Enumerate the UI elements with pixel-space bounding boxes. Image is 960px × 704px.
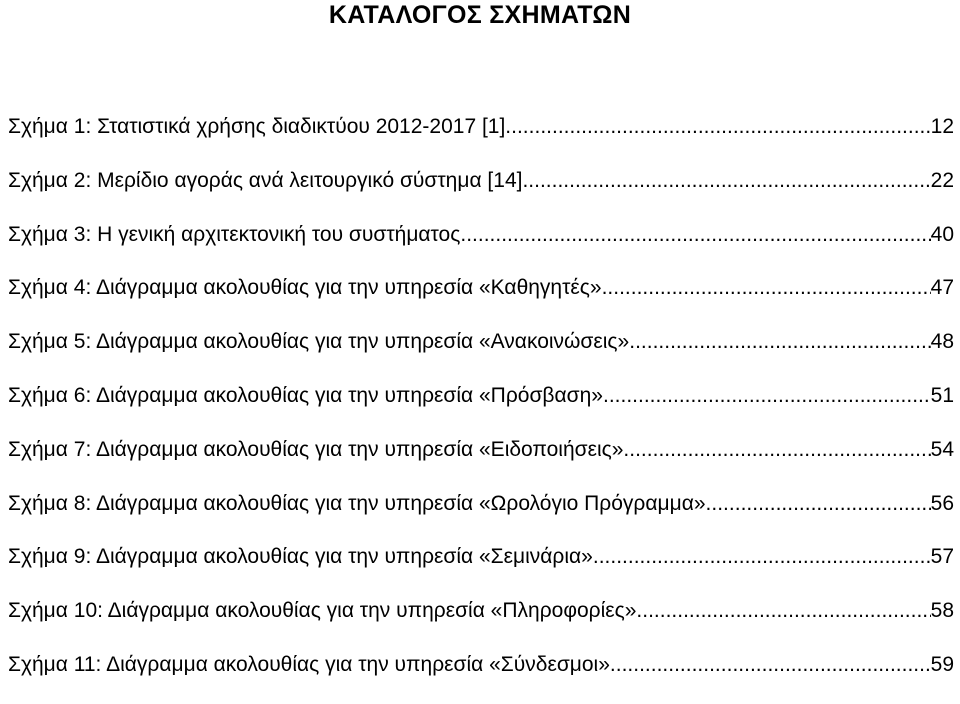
figure-caption: Σχήμα 11: Διάγραμμα ακολουθίας για την υπηρεσία «Σύνδεσμοι». bbox=[8, 652, 616, 676]
dot-leader bbox=[629, 435, 930, 465]
dot-leader bbox=[603, 381, 931, 411]
dot-leader bbox=[642, 596, 930, 626]
list-item[interactable] bbox=[8, 650, 954, 704]
list-item[interactable] bbox=[8, 596, 954, 650]
figure-list bbox=[8, 112, 954, 704]
page-number: 22 bbox=[930, 168, 954, 192]
figure-caption: Σχήμα 9: Διάγραμμα ακολουθίας για την υπηρεσία «Σεμινάρια» bbox=[8, 545, 593, 569]
page-number: 51 bbox=[930, 383, 954, 407]
page-number: 59 bbox=[930, 652, 954, 676]
dot-leader bbox=[616, 650, 931, 680]
page-number: 12 bbox=[930, 115, 954, 138]
dot-leader bbox=[607, 273, 930, 303]
list-item[interactable] bbox=[8, 273, 954, 327]
page-title: ΚΑΤΑΛΟΓΟΣ ΣΧΗΜΑΤΩΝ bbox=[328, 1, 632, 29]
figure-caption: Σχήμα 6: Διάγραμμα ακολουθίας για την υπηρεσία «Πρόσβαση» bbox=[8, 383, 603, 407]
page-number: 48 bbox=[930, 330, 954, 354]
figure-caption: Σχήμα 3: Η γενική αρχιτεκτονική του συστήματος. bbox=[8, 222, 467, 246]
list-item[interactable] bbox=[8, 542, 954, 596]
figure-caption: Σχήμα 5: Διάγραμμα ακολουθίας για την υπηρεσία «Ανακοινώσεις». bbox=[8, 330, 636, 354]
figure-caption: Σχήμα 8: Διάγραμμα ακολουθίας για την υπηρεσία «Ωρολόγιο Πρόγραμμα». bbox=[8, 491, 712, 515]
figure-caption: Σχήμα 4: Διάγραμμα ακολουθίας για την υπηρεσία «Καθηγητές». bbox=[8, 276, 608, 300]
dot-leader bbox=[711, 489, 930, 519]
figure-caption: Σχήμα 10: Διάγραμμα ακολουθίας για την υπηρεσία «Πληροφορίες». bbox=[8, 599, 643, 623]
page-number: 47 bbox=[930, 276, 954, 300]
figure-caption: Σχήμα 7: Διάγραμμα ακολουθίας για την υπηρεσία «Ειδοποιήσεις». bbox=[8, 437, 630, 461]
list-item[interactable] bbox=[8, 327, 954, 381]
page-number: 40 bbox=[930, 222, 954, 246]
figure-caption: Σχήμα 1: Στατιστικά χρήσης διαδικτύου 2012-2017 [1]. bbox=[8, 115, 512, 138]
list-item[interactable] bbox=[8, 220, 954, 274]
dot-leader bbox=[466, 220, 930, 250]
list-item[interactable] bbox=[8, 435, 954, 489]
list-item[interactable] bbox=[8, 112, 954, 166]
page-number: 57 bbox=[930, 545, 954, 569]
dot-leader bbox=[511, 112, 931, 142]
dot-leader bbox=[635, 327, 931, 357]
page-number: 58 bbox=[930, 599, 954, 623]
list-item[interactable] bbox=[8, 381, 954, 435]
list-item[interactable] bbox=[8, 166, 954, 220]
page-number: 56 bbox=[930, 491, 954, 515]
dot-leader bbox=[528, 166, 930, 196]
list-item[interactable] bbox=[8, 489, 954, 543]
page-number: 54 bbox=[930, 437, 954, 461]
dot-leader bbox=[593, 542, 931, 572]
figure-caption: Σχήμα 2: Μερίδιο αγοράς ανά λειτουργικό σύστημα [14]. bbox=[8, 168, 529, 192]
